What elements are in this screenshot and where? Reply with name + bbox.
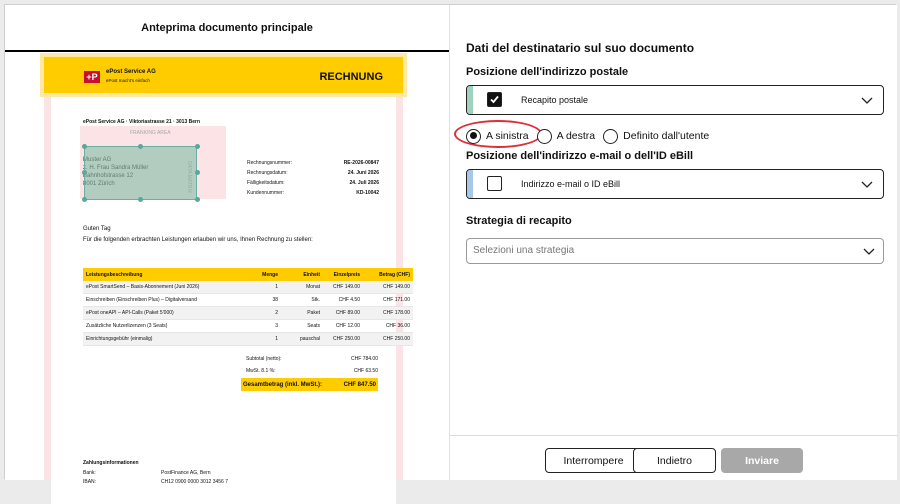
payment-value: CH12 0900 0000 3012 3456 7	[161, 479, 229, 485]
company-tagline: ePost macht's einfach	[106, 78, 150, 83]
document-title: RECHNUNG	[319, 71, 383, 83]
cell: CHF 36.00	[385, 323, 410, 329]
cell: CHF 12.00	[335, 323, 360, 329]
resize-handle[interactable]	[195, 144, 200, 149]
address-window-selection[interactable]	[84, 146, 197, 200]
cell: 3	[275, 323, 278, 329]
subtotal-row	[246, 356, 378, 362]
email-ebill-label: Indirizzo e-mail o ID eBill	[521, 179, 621, 189]
postal-delivery-label: Recapito postale	[521, 95, 589, 105]
resize-handle[interactable]	[82, 197, 87, 202]
radio-right[interactable]	[537, 129, 596, 144]
document-header	[44, 57, 403, 93]
payment-heading: Zahlungsinformationen	[83, 460, 139, 466]
postal-section-heading: Posizione dell'indirizzo postale	[466, 66, 629, 78]
cancel-button[interactable]: Interrompere	[545, 448, 642, 473]
payment-label: IBAN:	[83, 479, 97, 485]
margin-guide-right	[396, 54, 403, 480]
email-stripe	[467, 170, 473, 198]
resize-handle[interactable]	[195, 170, 200, 175]
payment-row	[83, 470, 210, 476]
radio-label: A destra	[556, 130, 596, 142]
meta-value: 24. Juni 2026	[347, 170, 379, 176]
cell: ePost SmartSend – Basis-Abonnement (Juni 2026)	[86, 284, 200, 290]
recipient-form-pane	[449, 5, 897, 480]
payment-row	[83, 479, 228, 485]
franking-label: FRANKING AREA	[130, 130, 171, 136]
chevron-down-icon[interactable]	[861, 178, 873, 190]
sender-line: ePost Service AG · Viktoriastrasse 21 · 3013 Bern	[83, 119, 201, 125]
meta-label: Kundennummer:	[247, 190, 284, 196]
table-row	[83, 294, 413, 307]
meta-value: KD-10042	[356, 190, 379, 196]
email-section-heading: Posizione dell'indirizzo e-mail o dell'ID eBill	[466, 150, 694, 162]
resize-handle[interactable]	[138, 144, 143, 149]
action-footer	[450, 435, 898, 480]
payment-value: PostFinance AG, Bern	[161, 470, 211, 476]
cell: Zusätzliche Nutzerlizenzen (3 Seats)	[86, 323, 168, 329]
meta-label: Fälligkeitsdatum:	[247, 180, 285, 186]
cell: CHF 178.00	[383, 310, 410, 316]
cell: 2	[275, 310, 278, 316]
vat-row	[246, 368, 378, 374]
postal-delivery-combo[interactable]	[466, 85, 884, 115]
cell: Einrichtungsgebühr (einmalig)	[86, 336, 153, 342]
meta-label: Rechnungsnummer:	[247, 160, 293, 166]
table-row	[83, 333, 413, 346]
col-header: Leistungsbeschreibung	[86, 271, 143, 278]
col-header: Menge	[262, 271, 278, 278]
post-logo-icon: +P	[84, 71, 100, 83]
table-row	[83, 320, 413, 333]
resize-handle[interactable]	[195, 197, 200, 202]
radio-dot[interactable]	[537, 129, 552, 144]
resize-handle[interactable]	[138, 197, 143, 202]
email-ebill-checkbox[interactable]	[487, 176, 502, 191]
radio-label: Definito dall'utente	[623, 130, 710, 142]
col-header: Einzelpreis	[333, 271, 360, 278]
cell: ePost oneAPI – API-Calls (Paket 5'000)	[86, 310, 174, 316]
table-header	[83, 268, 413, 281]
grand-total-value: CHF 847.50	[343, 381, 376, 388]
subtotal-label: Subtotal (netto):	[246, 356, 282, 362]
chevron-down-icon[interactable]	[863, 245, 875, 257]
document-page	[51, 54, 410, 504]
vat-value: CHF 63.50	[353, 368, 378, 374]
radio-custom[interactable]	[603, 129, 709, 144]
greeting: Guten Tag	[83, 226, 111, 232]
margin-guide-left	[44, 54, 51, 480]
radio-dot-selected[interactable]	[466, 129, 481, 144]
intro-text: Für die folgenden erbrachten Leistungen erlauben wir uns, Ihnen Rechnung zu stellen:	[83, 237, 313, 243]
radio-label: A sinistra	[486, 130, 529, 142]
form-heading: Dati del destinatario sul suo documento	[466, 41, 695, 55]
resize-handle[interactable]	[82, 170, 87, 175]
chevron-down-icon[interactable]	[861, 94, 873, 106]
cell: Seats	[307, 323, 320, 329]
postal-stripe	[467, 86, 473, 114]
preview-pane	[5, 5, 449, 485]
cell: CHF 250.00	[383, 336, 410, 342]
back-button[interactable]: Indietro	[633, 448, 716, 473]
strategy-section-heading: Strategia di recapito	[466, 215, 572, 227]
cell: 38	[272, 297, 278, 303]
col-header: Betrag (CHF)	[379, 271, 410, 278]
meta-value: 24. Juli 2026	[349, 180, 379, 186]
cell: CHF 149.00	[383, 284, 410, 290]
preview-title: Anteprima documento principale	[5, 5, 449, 52]
table-row	[83, 281, 413, 294]
strategy-placeholder: Selezioni una strategia	[473, 245, 575, 256]
cell: CHF 4.50	[338, 297, 360, 303]
email-ebill-combo[interactable]	[466, 169, 884, 199]
document-scroll-area[interactable]	[5, 54, 449, 485]
app-window	[4, 4, 896, 485]
send-button[interactable]: Inviare	[721, 448, 803, 473]
cell: CHF 250.00	[333, 336, 360, 342]
cell: Paket	[307, 310, 320, 316]
grand-total-row	[241, 378, 378, 391]
radio-dot[interactable]	[603, 129, 618, 144]
vat-label: MwSt. 8.1 %:	[246, 368, 276, 374]
strategy-select[interactable]	[466, 238, 884, 264]
cell: 1	[275, 284, 278, 290]
cell: Einschreiben (Einschreiben Plus) – Digitalversand	[86, 297, 197, 303]
table-row	[83, 307, 413, 320]
grand-total-label: Gesamtbetrag (inkl. MwSt.):	[243, 381, 323, 388]
radio-left[interactable]	[466, 129, 529, 144]
col-header: Einheit	[303, 271, 320, 278]
cell: Monat	[306, 284, 320, 290]
company-name: ePost Service AG	[106, 69, 156, 75]
cell: CHF 89.00	[335, 310, 360, 316]
cell: CHF 149.00	[333, 284, 360, 290]
cell: CHF 171.00	[383, 297, 410, 303]
subtotal-value: CHF 784.00	[351, 356, 378, 362]
items-table	[83, 268, 413, 346]
meta-label: Rechnungsdatum:	[247, 170, 288, 176]
resize-handle[interactable]	[82, 144, 87, 149]
cell: pauschal	[299, 336, 320, 342]
cell: 1	[275, 336, 278, 342]
payment-label: Bank:	[83, 470, 96, 476]
postal-delivery-checkbox[interactable]	[487, 92, 502, 107]
address-position-radio-group	[466, 124, 717, 148]
table-body	[83, 281, 413, 346]
invoice-meta	[247, 158, 379, 198]
meta-value: RE-2026-00847	[343, 160, 379, 166]
cell: Stk.	[311, 297, 320, 303]
